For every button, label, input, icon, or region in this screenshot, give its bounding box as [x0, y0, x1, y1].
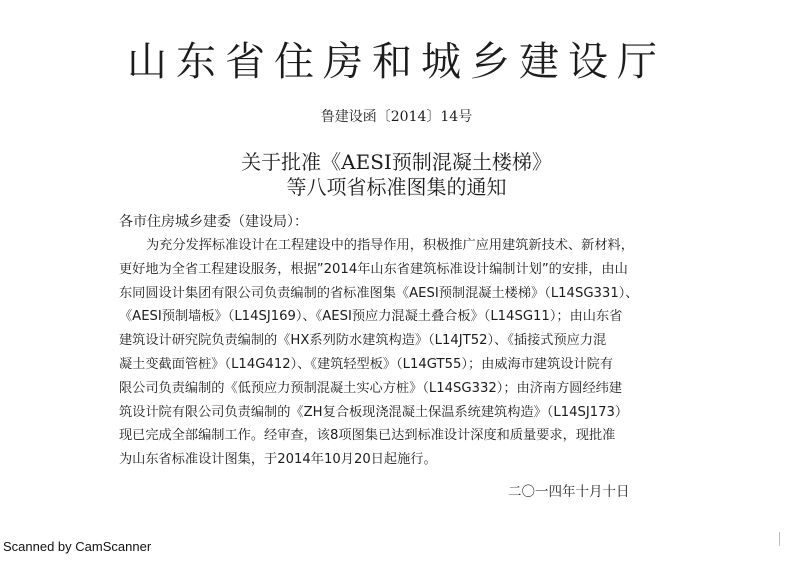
body-paragraph [119, 234, 699, 472]
body-line: 东同圆设计集团有限公司负责编制的省标准图集《AESI预制混凝土楼梯》（L14SG331）、 [119, 285, 639, 301]
body-line: 建筑设计研究院负责编制的《HX系列防水建筑构造》（L14JT52）、《插接式预应力混 [119, 333, 607, 349]
issuer-name: 山东省住房和城乡建设厅 [127, 39, 666, 85]
scanner-watermark: Scanned by CamScanner [3, 539, 152, 554]
notice-title-line-2: 等八项省标准图集的通知 [286, 175, 507, 199]
body-line: 现已完成全部编制工作。经审查，该8项图集已达到标准设计深度和质量要求，现批准 [119, 428, 616, 444]
notice-title-line-1: 关于批准《AESI预制混凝土楼梯》 [241, 150, 552, 174]
scan-edge-mark [779, 532, 780, 546]
body-line: 更好地为全省工程建设服务，根据”2014年山东省建筑标准设计编制计划”的安排，由山 [119, 261, 628, 277]
body-line: 凝土变截面管桩》（L14G412）、《建筑轻型板》（L14GT55）；由威海市建筑设计院有 [119, 356, 614, 372]
body-line: 《AESI预制墙板》（L14SJ169）、《AESI预应力混凝土叠合板》（L14SG11）；由山东省 [119, 309, 623, 325]
notice-title [0, 150, 793, 200]
document-number: 鲁建设函〔2014〕14号 [320, 109, 473, 125]
salutation: 各市住房城乡建委（建设局）： [119, 214, 308, 230]
issue-date: 二〇一四年十月十日 [508, 484, 630, 500]
body-line: 为充分发挥标准设计在工程建设中的指导作用，积极推广应用建筑新技术、新材料， [146, 238, 634, 253]
body-line: 限公司负责编制的《低预应力预制混凝土实心方桩》（L14SG332）；由济南方圆经纬建 [119, 380, 623, 396]
body-line: 筑设计院有限公司负责编制的《ZH复合板现浇混凝土保温系统建筑构造》（L14SJ173） [119, 404, 629, 420]
body-line: 为山东省标准设计图集，于2014年10月20日起施行。 [119, 452, 437, 468]
